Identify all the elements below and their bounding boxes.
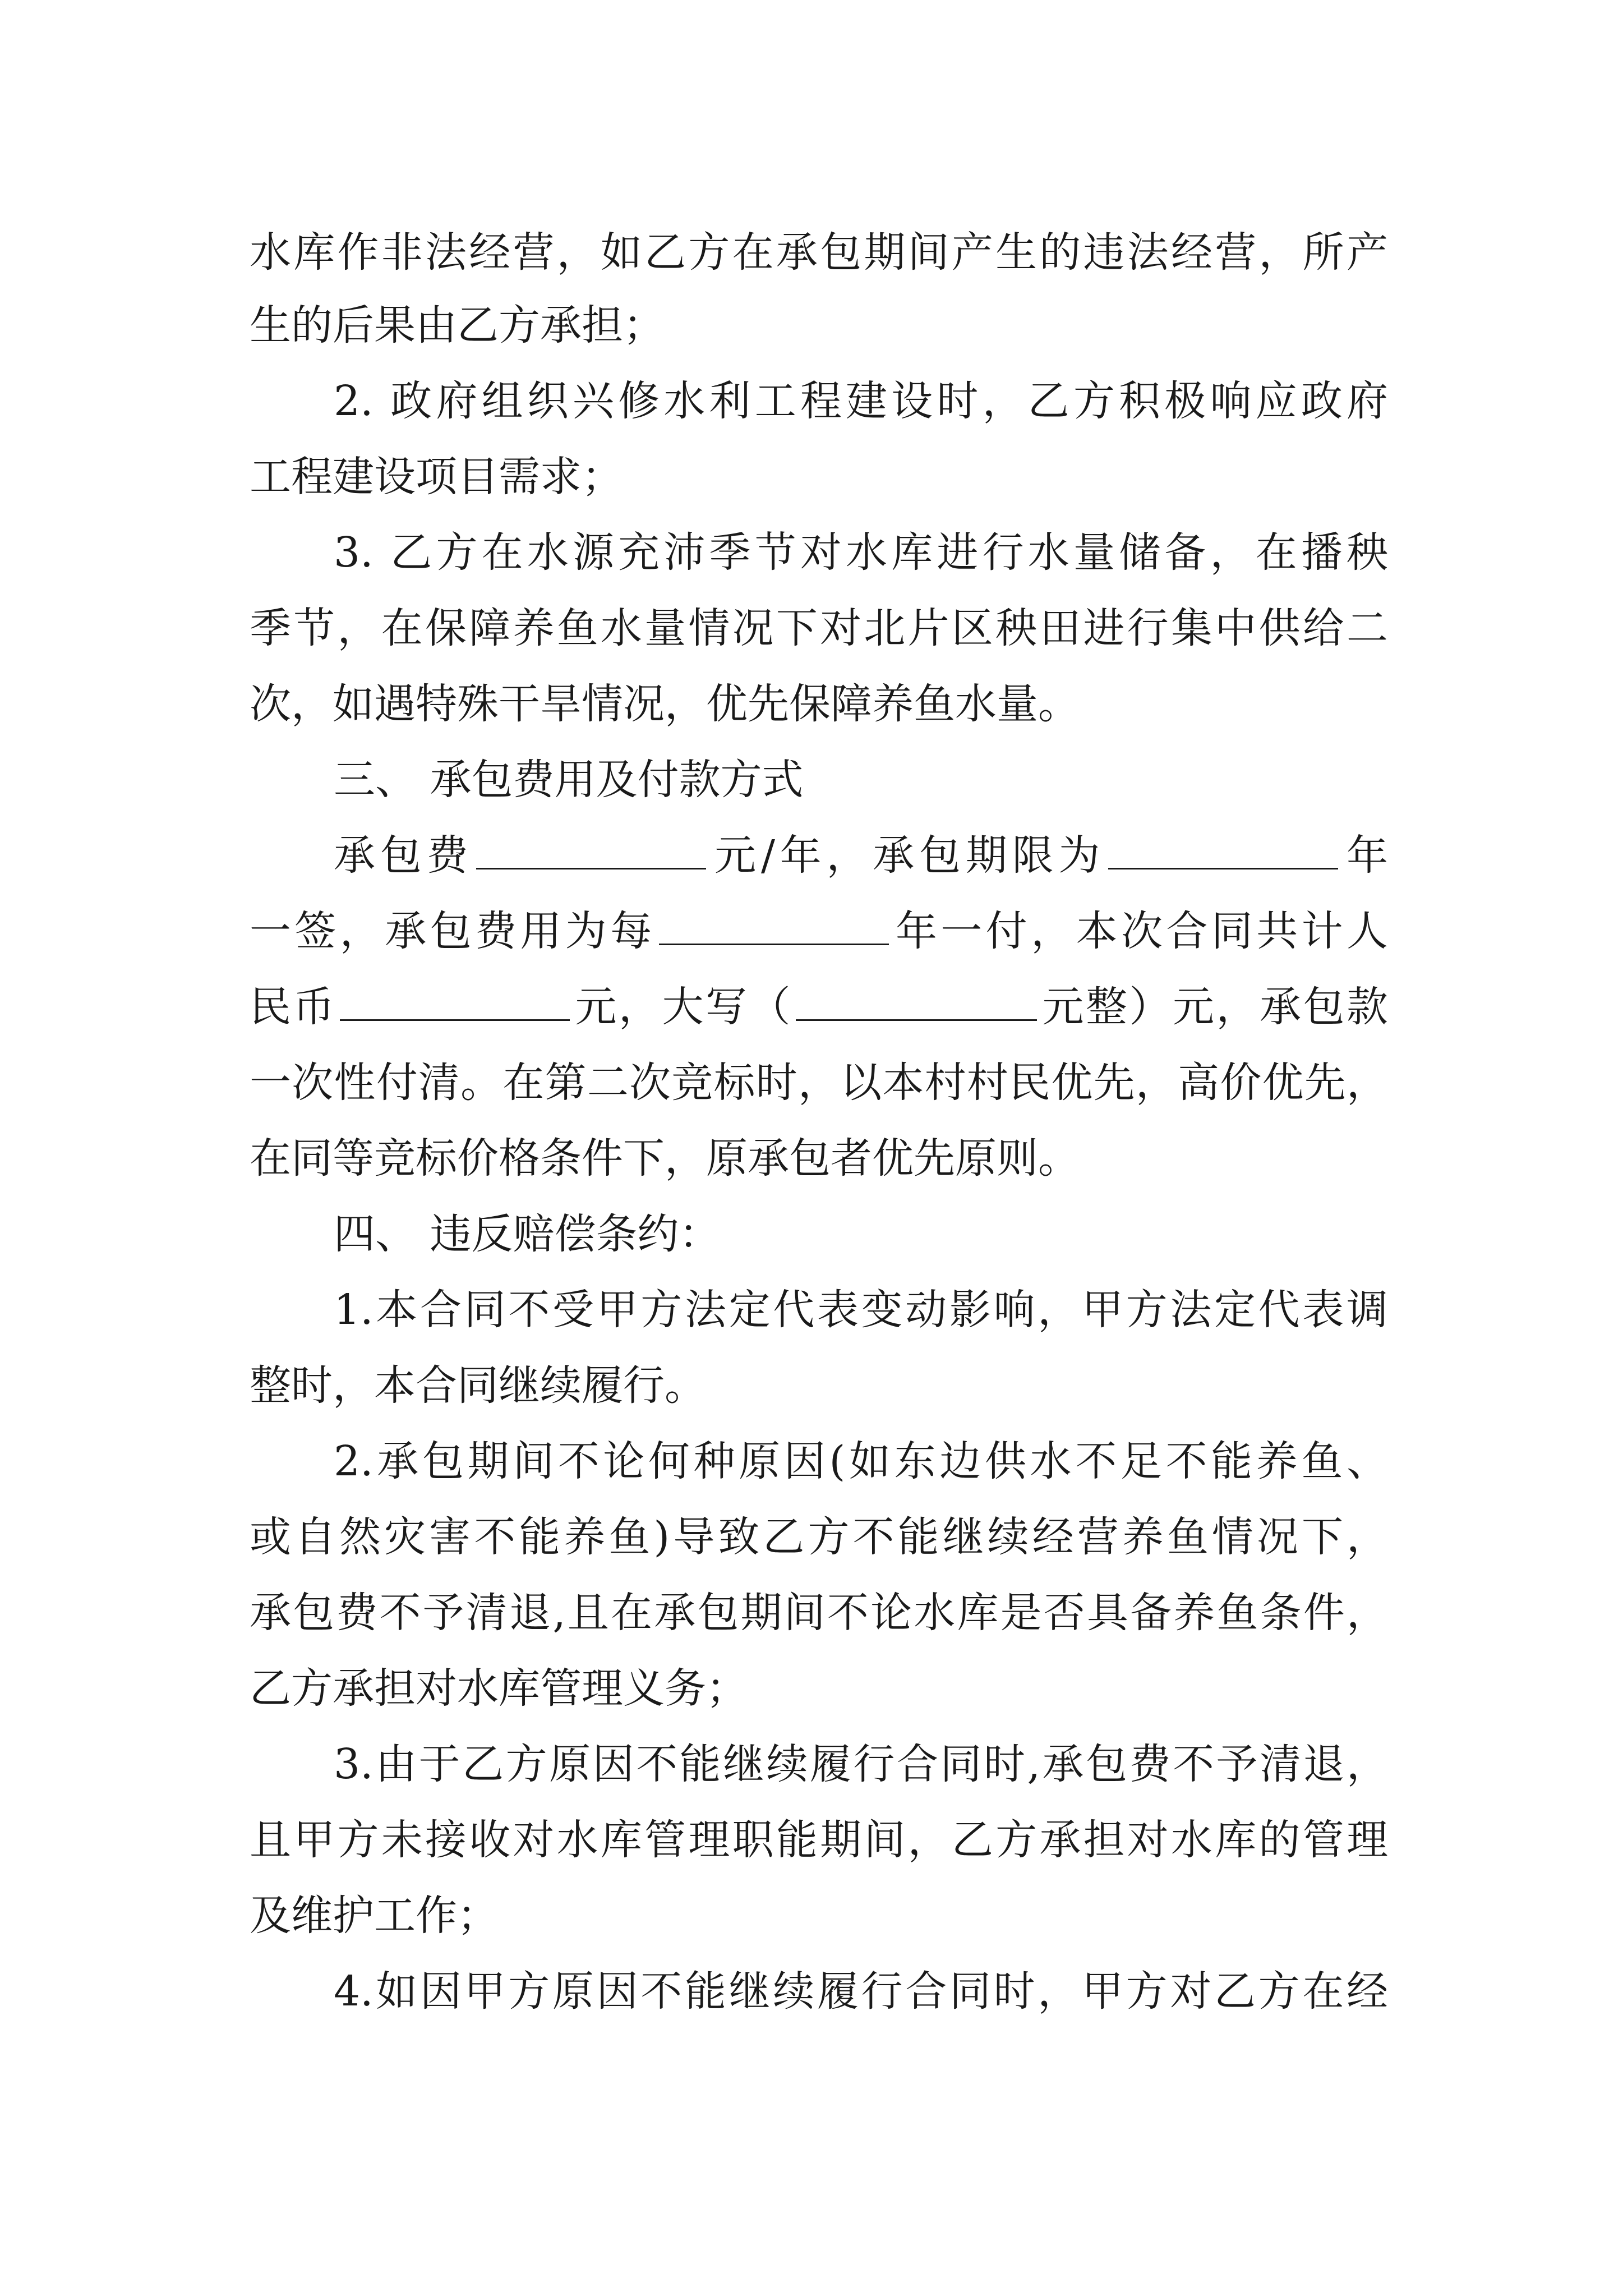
breach-clause-3-line: 3.由于乙方原因不能继续履行合同时,承包费不予清退， xyxy=(334,1740,1388,1788)
paragraph-line: 乙方承担对水库管理义务； xyxy=(250,1664,748,1713)
paragraph-line: 生的后果由乙方承担； xyxy=(250,301,665,349)
paragraph-line: 整时，本合同继续履行。 xyxy=(250,1361,706,1410)
fee-text: 承包费 xyxy=(334,831,473,880)
fee-text: 元，大写（ xyxy=(573,983,792,1031)
fill-blank xyxy=(659,909,889,945)
paragraph-line: 季节，在保障养鱼水量情况下对北片区秧田进行集中供给二 xyxy=(250,604,1388,652)
paragraph-line: 水库作非法经营，如乙方在承包期间产生的违法经营，所产 xyxy=(250,228,1388,277)
section-heading-breach: 四、 违反赔偿条约： xyxy=(334,1210,721,1258)
fee-text: 一签，承包费用为每 xyxy=(250,907,656,955)
fee-text: 元整）元，承包款 xyxy=(1040,983,1388,1031)
fill-blank xyxy=(476,833,706,869)
breach-clause-2-line: 2.承包期间不论何种原因(如东边供水不足不能养鱼、 xyxy=(334,1437,1388,1485)
fill-blank xyxy=(340,984,570,1021)
paragraph-line: 在同等竞标价格条件下，原承包者优先原则。 xyxy=(250,1134,1080,1182)
fee-text: 民币 xyxy=(250,983,336,1031)
fee-text: 年一付，本次合同共计人 xyxy=(892,907,1389,955)
section-heading-fees: 三、 承包费用及付款方式 xyxy=(334,756,804,804)
clause-3-line: 3. 乙方在水源充沛季节对水库进行水量储备，在播秧 xyxy=(334,528,1388,577)
fee-line xyxy=(250,903,1388,959)
breach-clause-4-line: 4.如因甲方原因不能继续履行合同时，甲方对乙方在经 xyxy=(334,1967,1388,2016)
clause-2-line: 2. 政府组织兴修水利工程建设时，乙方积极响应政府 xyxy=(334,377,1388,425)
fee-line xyxy=(334,827,1388,884)
paragraph-line: 一次性付清。在第二次竞标时，以本村村民优先，高价优先， xyxy=(250,1059,1388,1107)
paragraph-line: 承包费不予清退,且在承包期间不论水库是否具备养鱼条件， xyxy=(250,1589,1388,1637)
fee-text: 年 xyxy=(1341,831,1389,880)
paragraph-line: 或自然灾害不能养鱼)导致乙方不能继续经营养鱼情况下， xyxy=(250,1513,1388,1561)
fill-blank xyxy=(1108,833,1338,869)
breach-clause-1-line: 1.本合同不受甲方法定代表变动影响，甲方法定代表调 xyxy=(334,1286,1388,1334)
fee-text: 元/年，承包期限为 xyxy=(709,831,1105,880)
fill-blank xyxy=(796,984,1037,1021)
paragraph-line: 工程建设项目需求； xyxy=(250,453,623,501)
paragraph-line: 次，如遇特殊干旱情况，优先保障养鱼水量。 xyxy=(250,680,1080,728)
paragraph-line: 及维护工作； xyxy=(250,1892,499,1940)
fee-line xyxy=(250,979,1388,1035)
paragraph-line: 且甲方未接收对水库管理职能期间，乙方承担对水库的管理 xyxy=(250,1816,1388,1864)
